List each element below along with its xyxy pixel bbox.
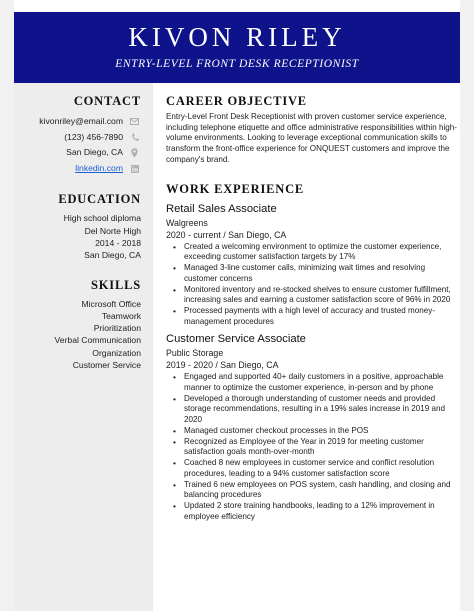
linkedin-link[interactable]: linkedin.com — [75, 162, 123, 173]
skill-item: Organization — [92, 347, 141, 358]
skill-item: Prioritization — [93, 323, 141, 334]
job-bullet: • Engaged and supported 40+ daily customers in a positive, approachable manner to optimize the customer experience, in-person and by phone — [166, 372, 460, 393]
job-title: Customer Service Associate — [166, 333, 306, 346]
sidebar — [14, 83, 153, 611]
job-company: Public Storage — [166, 348, 224, 359]
skill-item: Teamwork — [101, 310, 141, 321]
resume-page — [14, 0, 460, 611]
email-text: kivonriley@email.com — [39, 116, 123, 126]
contact-linkedin — [14, 161, 141, 177]
phone-icon — [128, 133, 141, 142]
job-bullet: • Updated 2 store training handbooks, leading to a 12% improvement in employee efficiency — [166, 501, 460, 522]
contact-email — [14, 114, 141, 130]
skills-heading: SKILLS — [91, 277, 141, 292]
skills-list — [14, 298, 141, 372]
location-pin-icon — [128, 148, 141, 158]
job-bullet: • Processed payments with a high level of accuracy and trusted money-management procedures — [166, 306, 460, 327]
job-dates-location: 2019 - 2020 / San Diego, CA — [166, 360, 279, 371]
candidate-name: KIVON RILEY — [128, 22, 346, 52]
education-dates: 2014 - 2018 — [95, 237, 141, 248]
job-bullet: • Created a welcoming environment to optimize the customer experience, exceeding customer satisfaction targets by 17% — [166, 242, 460, 263]
resume-header — [14, 12, 460, 83]
education-degree: High school diploma — [63, 213, 141, 224]
career-objective-text: Entry-Level Front Desk Receptionist with proven customer service experience, including telephone etiquette and office administrative responsibilities within high-volume environments. Looking to leverage exceptional communication skills to transform the front-office experience for ONQUEST customers and improve the company's brand. — [166, 112, 457, 164]
career-objective-heading: CAREER OBJECTIVE — [166, 94, 307, 108]
main-content — [166, 83, 460, 523]
skill-item: Microsoft Office — [81, 298, 141, 309]
job-bullet: • Monitored inventory and re-stocked shelves to ensure customer fulfillment, increasing sales and earning a customer satisfaction score of 96% in 2020 — [166, 285, 460, 306]
location-text: San Diego, CA — [66, 147, 123, 158]
skill-item: Customer Service — [72, 360, 141, 371]
linkedin-icon — [128, 165, 141, 173]
contact-list — [14, 114, 141, 176]
job-dates-location: 2020 - current / San Diego, CA — [166, 229, 287, 240]
work-experience-heading: WORK EXPERIENCE — [166, 181, 305, 196]
education-location: San Diego, CA — [84, 250, 141, 261]
contact-heading: CONTACT — [73, 94, 141, 108]
job-bullet: • Coached 8 new employees in customer service and conflict resolution procedures, leading to a 94% customer satisfaction score — [166, 458, 460, 479]
phone-text: (123) 456-7890 — [64, 131, 123, 142]
job-company: Walgreens — [166, 217, 208, 228]
education-school: Del Norte High — [84, 225, 141, 236]
job-bullets — [166, 242, 460, 328]
job-bullet: • Developed a thorough understanding of customer needs and provided storage recommendations, resulting in a 19% sales increase in 2019 and 2020 — [166, 394, 460, 426]
job-bullet: • Managed 3-line customer calls, minimizing wait times and resolving customer concerns — [166, 263, 460, 284]
education-block — [14, 212, 141, 261]
job-entry-public-storage — [166, 333, 460, 522]
education-heading: EDUCATION — [58, 192, 141, 207]
contact-phone — [14, 130, 141, 146]
job-bullet: • Managed customer checkout processes in the POS — [166, 426, 460, 437]
job-entry-walgreens — [166, 203, 460, 328]
job-bullet: • Trained 6 new employees on POS system, cash handling, and closing and balancing procedures — [166, 480, 460, 501]
contact-location — [14, 145, 141, 161]
job-target-title: ENTRY-LEVEL FRONT DESK RECEPTIONIST — [115, 58, 359, 70]
job-title: Retail Sales Associate — [166, 202, 277, 215]
job-bullets — [166, 372, 460, 522]
job-bullet: • Recognized as Employee of the Year in 2019 for meeting customer satisfaction goals month-over-month — [166, 437, 460, 458]
email-icon — [128, 118, 141, 125]
skill-item: Verbal Communication — [54, 335, 141, 346]
